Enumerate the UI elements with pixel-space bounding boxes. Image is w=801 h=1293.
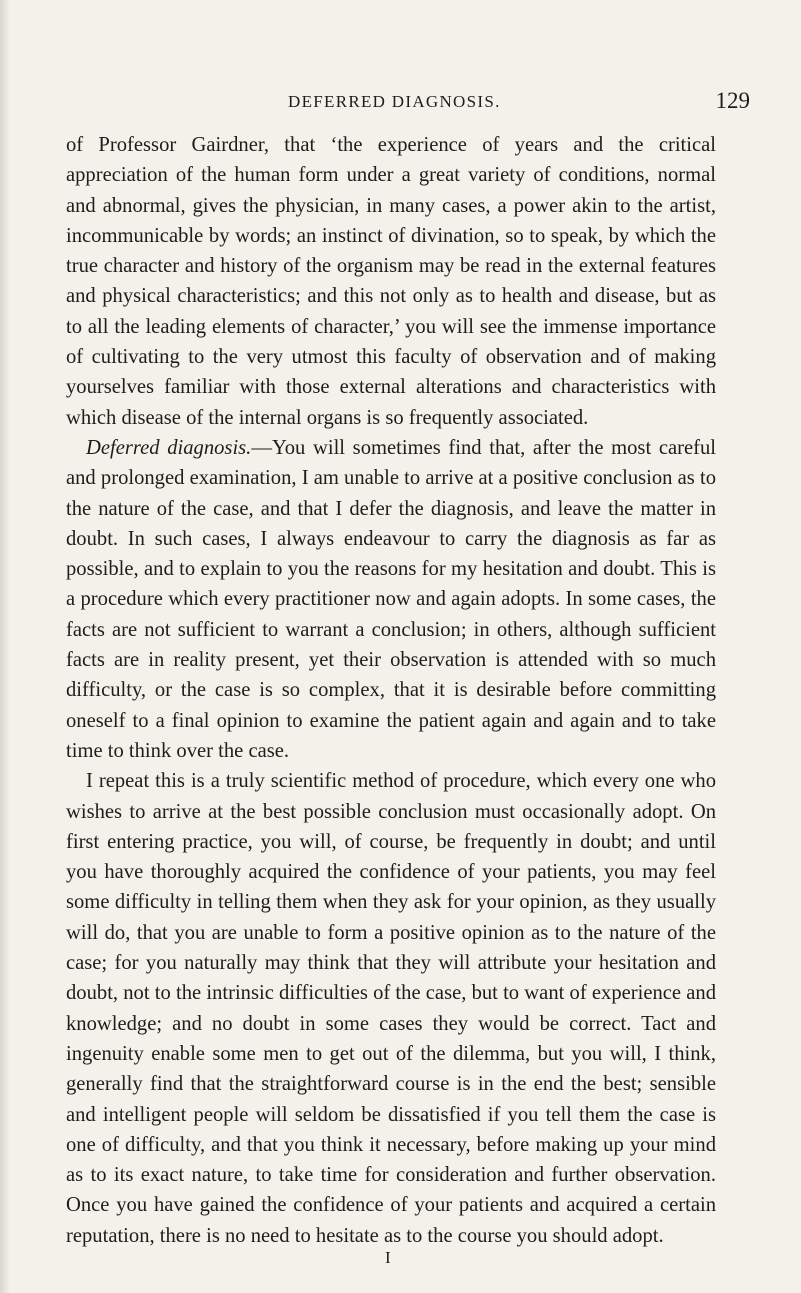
page-gutter-shadow — [0, 0, 10, 1293]
paragraph-3: I repeat this is a truly scientific method of procedure, which every one who wishes to arrive at the best possible conclusion must occasionally adopt. On first entering practice, you will, of course, be frequently in doubt; and until you have thoroughly acquired the confidence of your patients, you may feel some difficulty in telling them when they ask for your opinion, as they usually will do, that you are unable to form a positive opinion as to the nature of the case; for you naturally may think that they will attribute your hesitation and doubt, not to the intrinsic difficulties of the case, but to want of experience and knowledge; and no doubt in some cases they would be correct. Tact and ingenuity enable some men to get out of the dilemma, but you will, I think, generally find that the straightforward course is in the end the best; sensible and intelligent people will seldom be dissatisfied if you tell them the case is one of difficulty, and that you think it necessary, before making up your mind as to its exact nature, to take time for consideration and further observation. Once you have gained the confidence of your patients and acquired a certain reputation, there is no need to hesitate as to the course you should adopt. — [66, 770, 716, 1247]
running-title: DEFERRED DIAGNOSIS. — [288, 92, 501, 111]
paragraph-1: of Professor Gairdner, that ‘the experience of years and the critical appreciation of the human form under a great variety of conditions, normal and abnormal, gives the physician, in many cases, a power akin to the artist, incommunicable by words; an instinct of divination, so to speak, by which the true character and history of the organism may be read in the external features and physical characteristics; and this not only as to health and disease, but as to all the leading elements of character,’ you will see the immense importance of cultivating to the very utmost this faculty of observation and of making yourselves familiar with those external alterations and characteristics with which disease of the internal organs is so frequently associated. — [66, 134, 716, 429]
paragraph-2 — [66, 433, 716, 766]
body-text — [66, 130, 716, 1251]
signature-mark: I — [385, 1248, 391, 1267]
section-heading-deferred-diagnosis: Deferred diagnosis. — [86, 436, 252, 459]
page-header — [66, 88, 750, 116]
page-number: 129 — [715, 88, 750, 113]
paragraph-2-text: —You will sometimes find that, after the most careful and prolonged examination, I am unable to arrive at a positive conclusion as to the nature of the case, and that I defer the diagnosis, and leave the matter in doubt. In such cases, I always endeavour to carry the diagnosis as far as possible, and to explain to you the reasons for my hesitation and doubt. This is a procedure which every practitioner now and again adopts. In some cases, the facts are not sufficient to warrant a conclusion; in others, although sufficient facts are in reality present, yet their observation is attended with so much difficulty, or the case is so complex, that it is desirable before committing oneself to a final opinion to examine the patient again and again and to take time to think over the case. — [66, 436, 716, 762]
